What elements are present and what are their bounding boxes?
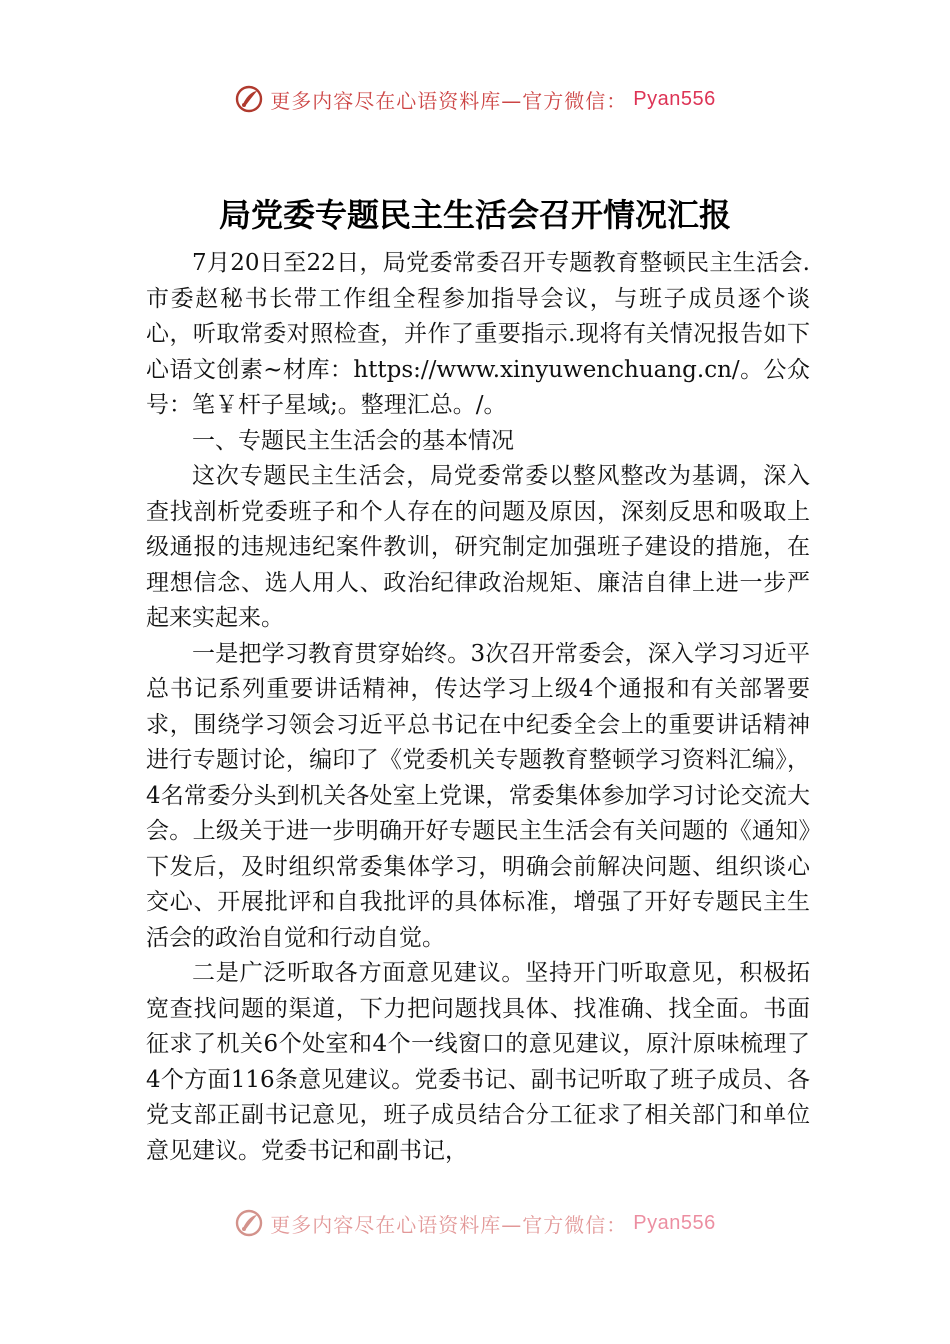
watermark-header [0,84,950,114]
document-title: 局党委专题民主生活会召开情况汇报 [218,196,731,234]
body-paragraph: 这次专题民主生活会，局党委常委以整风整改为基调，深入查找剖析党委班子和个人存在的问题及原因，深刻反思和吸取上级通报的违规违纪案件教训，研究制定加强班子建设的措施，在理想信念、选人用人、政治纪律政治规矩、廉洁自律上进一步严起来实起来。 [146,463,810,631]
watermark-footer [0,1208,950,1238]
body-paragraph: 一是把学习教育贯穿始终。3次召开常委会，深入学习习近平总书记系列重要讲话精神，传达学习上级4个通报和有关部署要求，围绕学习领会习近平总书记在中纪委全会上的重要讲话精神进行专题讨论，编印了《党委机关专题教育整顿学习资料汇编》，4名常委分头到机关各处室上党课，常委集体参加学习讨论交流大会。上级关于进一步明确开好专题民主生活会有关问题的《通知》下发后，及时组织常委集体学习，明确会前解决问题、组织谈心交心、开展批评和自我批评的具体标准，增强了开好专题民主生活会的政治自觉和行动自觉。 [146,640,810,951]
watermark-text: 更多内容尽在心语资料库—官方微信： [270,1212,628,1237]
brush-logo-icon [234,1208,264,1238]
body-paragraph: 二是广泛听取各方面意见建议。坚持开门听取意见，积极拓宽查找问题的渠道，下力把问题找具体、找准确、找全面。书面征求了机关6个处室和4个一线窗口的意见建议，原汁原味梳理了4个方面116条意见建议。党委书记、副书记听取了班子成员、各党支部正副书记意见，班子成员结合分工征求了相关部门和单位意见建议。党委书记和副书记， [146,960,810,1164]
section-heading: 一、专题民主生活会的基本情况 [192,427,514,454]
intro-paragraph: 7月20日至22日，局党委常委召开专题教育整顿民主生活会.市委赵秘书长带工作组全程参加指导会议，与班子成员逐个谈心，听取常委对照检查，并作了重要指示.现将有关情况报告如下心语文创素~材库：https://www.xinyuwenchuang.cn/。公众号：笔￥杆子星域;。整理汇总。/。 [146,250,810,418]
watermark-wechat-id: Pyan556 [633,87,716,110]
watermark-wechat-id: Pyan556 [633,1211,716,1234]
document-body [146,246,810,1169]
watermark-text: 更多内容尽在心语资料库—官方微信： [270,88,628,113]
brush-logo-icon [234,84,264,114]
